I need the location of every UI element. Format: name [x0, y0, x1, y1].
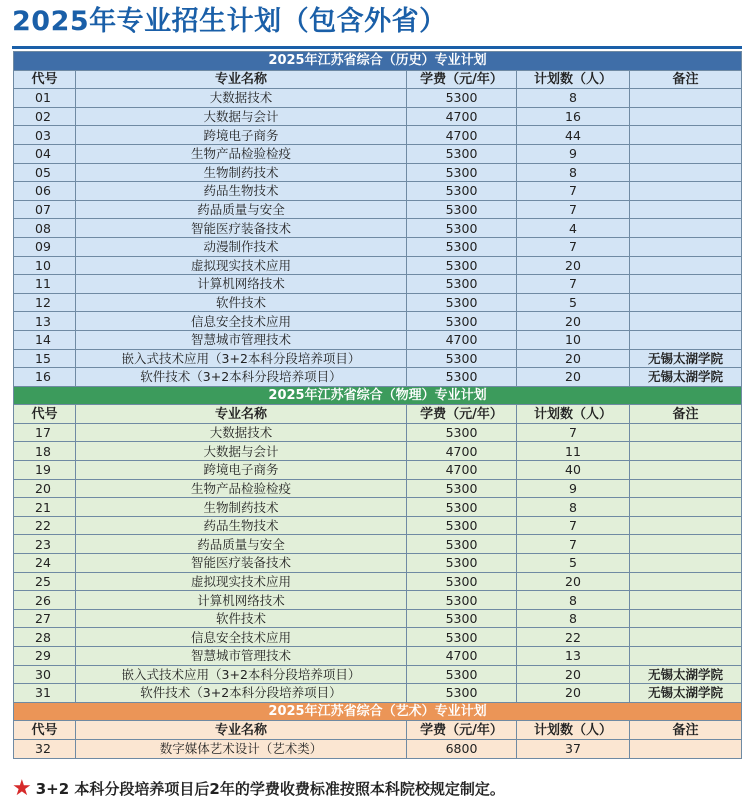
footnote [12, 775, 505, 801]
column-header-row [14, 721, 742, 740]
cell-name: 大数据技术 [76, 89, 407, 108]
cell-name: 智慧城市管理技术 [76, 330, 407, 349]
cell-name: 智能医疗装备技术 [76, 554, 407, 573]
table-row [14, 554, 742, 573]
cell-name: 动漫制作技术 [76, 237, 407, 256]
cell-fee: 5300 [407, 182, 517, 201]
cell-note [630, 237, 742, 256]
cell-code: 16 [14, 368, 76, 387]
cell-fee: 5300 [407, 256, 517, 275]
cell-plan: 20 [517, 684, 630, 703]
column-header-plan: 计划数（人） [517, 721, 630, 740]
cell-fee: 5300 [407, 665, 517, 684]
cell-note [630, 535, 742, 554]
cell-plan: 7 [517, 535, 630, 554]
section-heading-row [14, 702, 742, 721]
table-row [14, 591, 742, 610]
column-header-note: 备注 [630, 721, 742, 740]
table-row [14, 237, 742, 256]
cell-name: 大数据与会计 [76, 442, 407, 461]
cell-code: 12 [14, 293, 76, 312]
cell-fee: 5300 [407, 684, 517, 703]
cell-code: 22 [14, 516, 76, 535]
cell-name: 虚拟现实技术应用 [76, 572, 407, 591]
cell-code: 06 [14, 182, 76, 201]
cell-plan: 4 [517, 219, 630, 238]
cell-note [630, 330, 742, 349]
section-physics [14, 386, 742, 702]
cell-note [630, 144, 742, 163]
cell-fee: 5300 [407, 628, 517, 647]
cell-note: 无锡太湖学院 [630, 684, 742, 703]
cell-fee: 5300 [407, 349, 517, 368]
cell-plan: 7 [517, 200, 630, 219]
cell-plan: 8 [517, 498, 630, 517]
section-heading-row [14, 52, 742, 71]
cell-name: 嵌入式技术应用（3+2本科分段培养项目） [76, 665, 407, 684]
cell-code: 24 [14, 554, 76, 573]
cell-fee: 5300 [407, 144, 517, 163]
cell-plan: 7 [517, 275, 630, 294]
cell-plan: 37 [517, 739, 630, 758]
cell-fee: 5300 [407, 479, 517, 498]
table-row [14, 89, 742, 108]
cell-code: 28 [14, 628, 76, 647]
cell-code: 25 [14, 572, 76, 591]
plan-tables [13, 51, 741, 759]
cell-plan: 20 [517, 368, 630, 387]
cell-fee: 5300 [407, 609, 517, 628]
cell-fee: 4700 [407, 107, 517, 126]
cell-note [630, 554, 742, 573]
cell-note [630, 163, 742, 182]
cell-name: 软件技术 [76, 293, 407, 312]
cell-name: 生物制药技术 [76, 163, 407, 182]
cell-code: 09 [14, 237, 76, 256]
cell-name: 生物产品检验检疫 [76, 479, 407, 498]
cell-code: 14 [14, 330, 76, 349]
cell-fee: 6800 [407, 739, 517, 758]
footnote-text: 3+2 本科分段培养项目后2年的学费收费标准按照本科院校规定制定。 [35, 780, 505, 798]
cell-note [630, 647, 742, 666]
cell-name: 跨境电子商务 [76, 461, 407, 480]
column-header-name: 专业名称 [76, 721, 407, 740]
column-header-note: 备注 [630, 70, 742, 89]
cell-fee: 5300 [407, 237, 517, 256]
cell-fee: 5300 [407, 498, 517, 517]
cell-code: 27 [14, 609, 76, 628]
page-title: 2025年专业招生计划（包含外省） [12, 6, 447, 37]
cell-note: 无锡太湖学院 [630, 368, 742, 387]
cell-name: 智能医疗装备技术 [76, 219, 407, 238]
table-row [14, 442, 742, 461]
cell-plan: 5 [517, 293, 630, 312]
cell-fee: 5300 [407, 293, 517, 312]
table-row [14, 516, 742, 535]
cell-name: 药品质量与安全 [76, 200, 407, 219]
cell-fee: 5300 [407, 572, 517, 591]
cell-code: 23 [14, 535, 76, 554]
section-heading: 2025年江苏省综合（艺术）专业计划 [14, 702, 742, 721]
cell-name: 药品生物技术 [76, 182, 407, 201]
star-icon: ★ [12, 775, 32, 801]
cell-plan: 7 [517, 423, 630, 442]
cell-name: 生物产品检验检疫 [76, 144, 407, 163]
table-row [14, 126, 742, 145]
cell-code: 08 [14, 219, 76, 238]
table-row [14, 200, 742, 219]
cell-plan: 11 [517, 442, 630, 461]
cell-name: 信息安全技术应用 [76, 628, 407, 647]
cell-note: 无锡太湖学院 [630, 349, 742, 368]
cell-fee: 4700 [407, 126, 517, 145]
cell-name: 跨境电子商务 [76, 126, 407, 145]
cell-fee: 5300 [407, 89, 517, 108]
cell-fee: 4700 [407, 647, 517, 666]
cell-code: 01 [14, 89, 76, 108]
cell-plan: 13 [517, 647, 630, 666]
table-row [14, 739, 742, 758]
cell-note [630, 89, 742, 108]
column-header-row [14, 70, 742, 89]
cell-note [630, 312, 742, 331]
cell-note [630, 516, 742, 535]
cell-plan: 8 [517, 609, 630, 628]
cell-code: 15 [14, 349, 76, 368]
cell-plan: 44 [517, 126, 630, 145]
cell-fee: 5300 [407, 554, 517, 573]
table-row [14, 107, 742, 126]
column-header-code: 代号 [14, 405, 76, 424]
column-header-name: 专业名称 [76, 405, 407, 424]
cell-fee: 5300 [407, 591, 517, 610]
table-row [14, 572, 742, 591]
cell-plan: 7 [517, 237, 630, 256]
column-header-name: 专业名称 [76, 70, 407, 89]
cell-code: 30 [14, 665, 76, 684]
cell-note [630, 200, 742, 219]
cell-name: 虚拟现实技术应用 [76, 256, 407, 275]
cell-note [630, 219, 742, 238]
section-heading: 2025年江苏省综合（历史）专业计划 [14, 52, 742, 71]
cell-note [630, 591, 742, 610]
cell-plan: 9 [517, 479, 630, 498]
cell-fee: 5300 [407, 312, 517, 331]
section-heading: 2025年江苏省综合（物理）专业计划 [14, 386, 742, 405]
cell-code: 17 [14, 423, 76, 442]
cell-note [630, 256, 742, 275]
cell-note [630, 107, 742, 126]
enrollment-plan-table [13, 51, 742, 759]
cell-name: 生物制药技术 [76, 498, 407, 517]
cell-fee: 4700 [407, 461, 517, 480]
table-row [14, 182, 742, 201]
table-row [14, 535, 742, 554]
column-header-plan: 计划数（人） [517, 70, 630, 89]
table-row [14, 163, 742, 182]
column-header-fee: 学费（元/年） [407, 405, 517, 424]
table-row [14, 256, 742, 275]
cell-fee: 5300 [407, 423, 517, 442]
cell-note [630, 479, 742, 498]
cell-name: 药品生物技术 [76, 516, 407, 535]
cell-name: 软件技术（3+2本科分段培养项目） [76, 368, 407, 387]
cell-note: 无锡太湖学院 [630, 665, 742, 684]
cell-plan: 7 [517, 516, 630, 535]
cell-name: 软件技术（3+2本科分段培养项目） [76, 684, 407, 703]
cell-plan: 40 [517, 461, 630, 480]
cell-plan: 20 [517, 572, 630, 591]
cell-note [630, 423, 742, 442]
table-row [14, 368, 742, 387]
table-row [14, 684, 742, 703]
cell-code: 02 [14, 107, 76, 126]
cell-code: 10 [14, 256, 76, 275]
cell-name: 药品质量与安全 [76, 535, 407, 554]
cell-code: 20 [14, 479, 76, 498]
cell-name: 大数据技术 [76, 423, 407, 442]
table-row [14, 479, 742, 498]
section-history [14, 52, 742, 387]
cell-code: 04 [14, 144, 76, 163]
column-header-row [14, 405, 742, 424]
cell-note [630, 609, 742, 628]
column-header-code: 代号 [14, 721, 76, 740]
cell-plan: 8 [517, 89, 630, 108]
column-header-plan: 计划数（人） [517, 405, 630, 424]
cell-plan: 10 [517, 330, 630, 349]
cell-fee: 5300 [407, 275, 517, 294]
cell-note [630, 572, 742, 591]
cell-plan: 20 [517, 665, 630, 684]
cell-note [630, 293, 742, 312]
cell-name: 信息安全技术应用 [76, 312, 407, 331]
cell-note [630, 461, 742, 480]
table-row [14, 461, 742, 480]
cell-plan: 8 [517, 163, 630, 182]
column-header-fee: 学费（元/年） [407, 721, 517, 740]
cell-code: 29 [14, 647, 76, 666]
cell-name: 计算机网络技术 [76, 591, 407, 610]
table-row [14, 219, 742, 238]
cell-note [630, 739, 742, 758]
cell-plan: 20 [517, 312, 630, 331]
column-header-fee: 学费（元/年） [407, 70, 517, 89]
cell-plan: 8 [517, 591, 630, 610]
cell-plan: 7 [517, 182, 630, 201]
table-row [14, 312, 742, 331]
cell-code: 11 [14, 275, 76, 294]
table-row [14, 609, 742, 628]
table-row [14, 330, 742, 349]
cell-fee: 5300 [407, 516, 517, 535]
cell-note [630, 126, 742, 145]
table-row [14, 628, 742, 647]
table-row [14, 144, 742, 163]
cell-plan: 20 [517, 349, 630, 368]
cell-fee: 4700 [407, 330, 517, 349]
table-row [14, 423, 742, 442]
cell-code: 18 [14, 442, 76, 461]
cell-plan: 22 [517, 628, 630, 647]
cell-code: 07 [14, 200, 76, 219]
cell-code: 05 [14, 163, 76, 182]
cell-name: 大数据与会计 [76, 107, 407, 126]
column-header-code: 代号 [14, 70, 76, 89]
cell-fee: 5300 [407, 535, 517, 554]
cell-plan: 9 [517, 144, 630, 163]
cell-code: 03 [14, 126, 76, 145]
cell-note [630, 182, 742, 201]
cell-code: 31 [14, 684, 76, 703]
section-heading-row [14, 386, 742, 405]
cell-name: 嵌入式技术应用（3+2本科分段培养项目） [76, 349, 407, 368]
column-header-note: 备注 [630, 405, 742, 424]
table-row [14, 665, 742, 684]
table-row [14, 275, 742, 294]
cell-plan: 16 [517, 107, 630, 126]
cell-fee: 5300 [407, 163, 517, 182]
cell-name: 计算机网络技术 [76, 275, 407, 294]
cell-code: 21 [14, 498, 76, 517]
cell-code: 26 [14, 591, 76, 610]
table-row [14, 293, 742, 312]
cell-code: 32 [14, 739, 76, 758]
cell-fee: 5300 [407, 219, 517, 238]
cell-note [630, 442, 742, 461]
cell-note [630, 628, 742, 647]
table-row [14, 349, 742, 368]
cell-fee: 4700 [407, 442, 517, 461]
table-row [14, 498, 742, 517]
cell-plan: 20 [517, 256, 630, 275]
cell-name: 软件技术 [76, 609, 407, 628]
cell-name: 数字媒体艺术设计（艺术类） [76, 739, 407, 758]
cell-fee: 5300 [407, 200, 517, 219]
title-divider [12, 46, 742, 49]
cell-fee: 5300 [407, 368, 517, 387]
cell-note [630, 275, 742, 294]
table-row [14, 647, 742, 666]
cell-note [630, 498, 742, 517]
section-art [14, 702, 742, 758]
cell-name: 智慧城市管理技术 [76, 647, 407, 666]
cell-code: 19 [14, 461, 76, 480]
cell-plan: 5 [517, 554, 630, 573]
cell-code: 13 [14, 312, 76, 331]
